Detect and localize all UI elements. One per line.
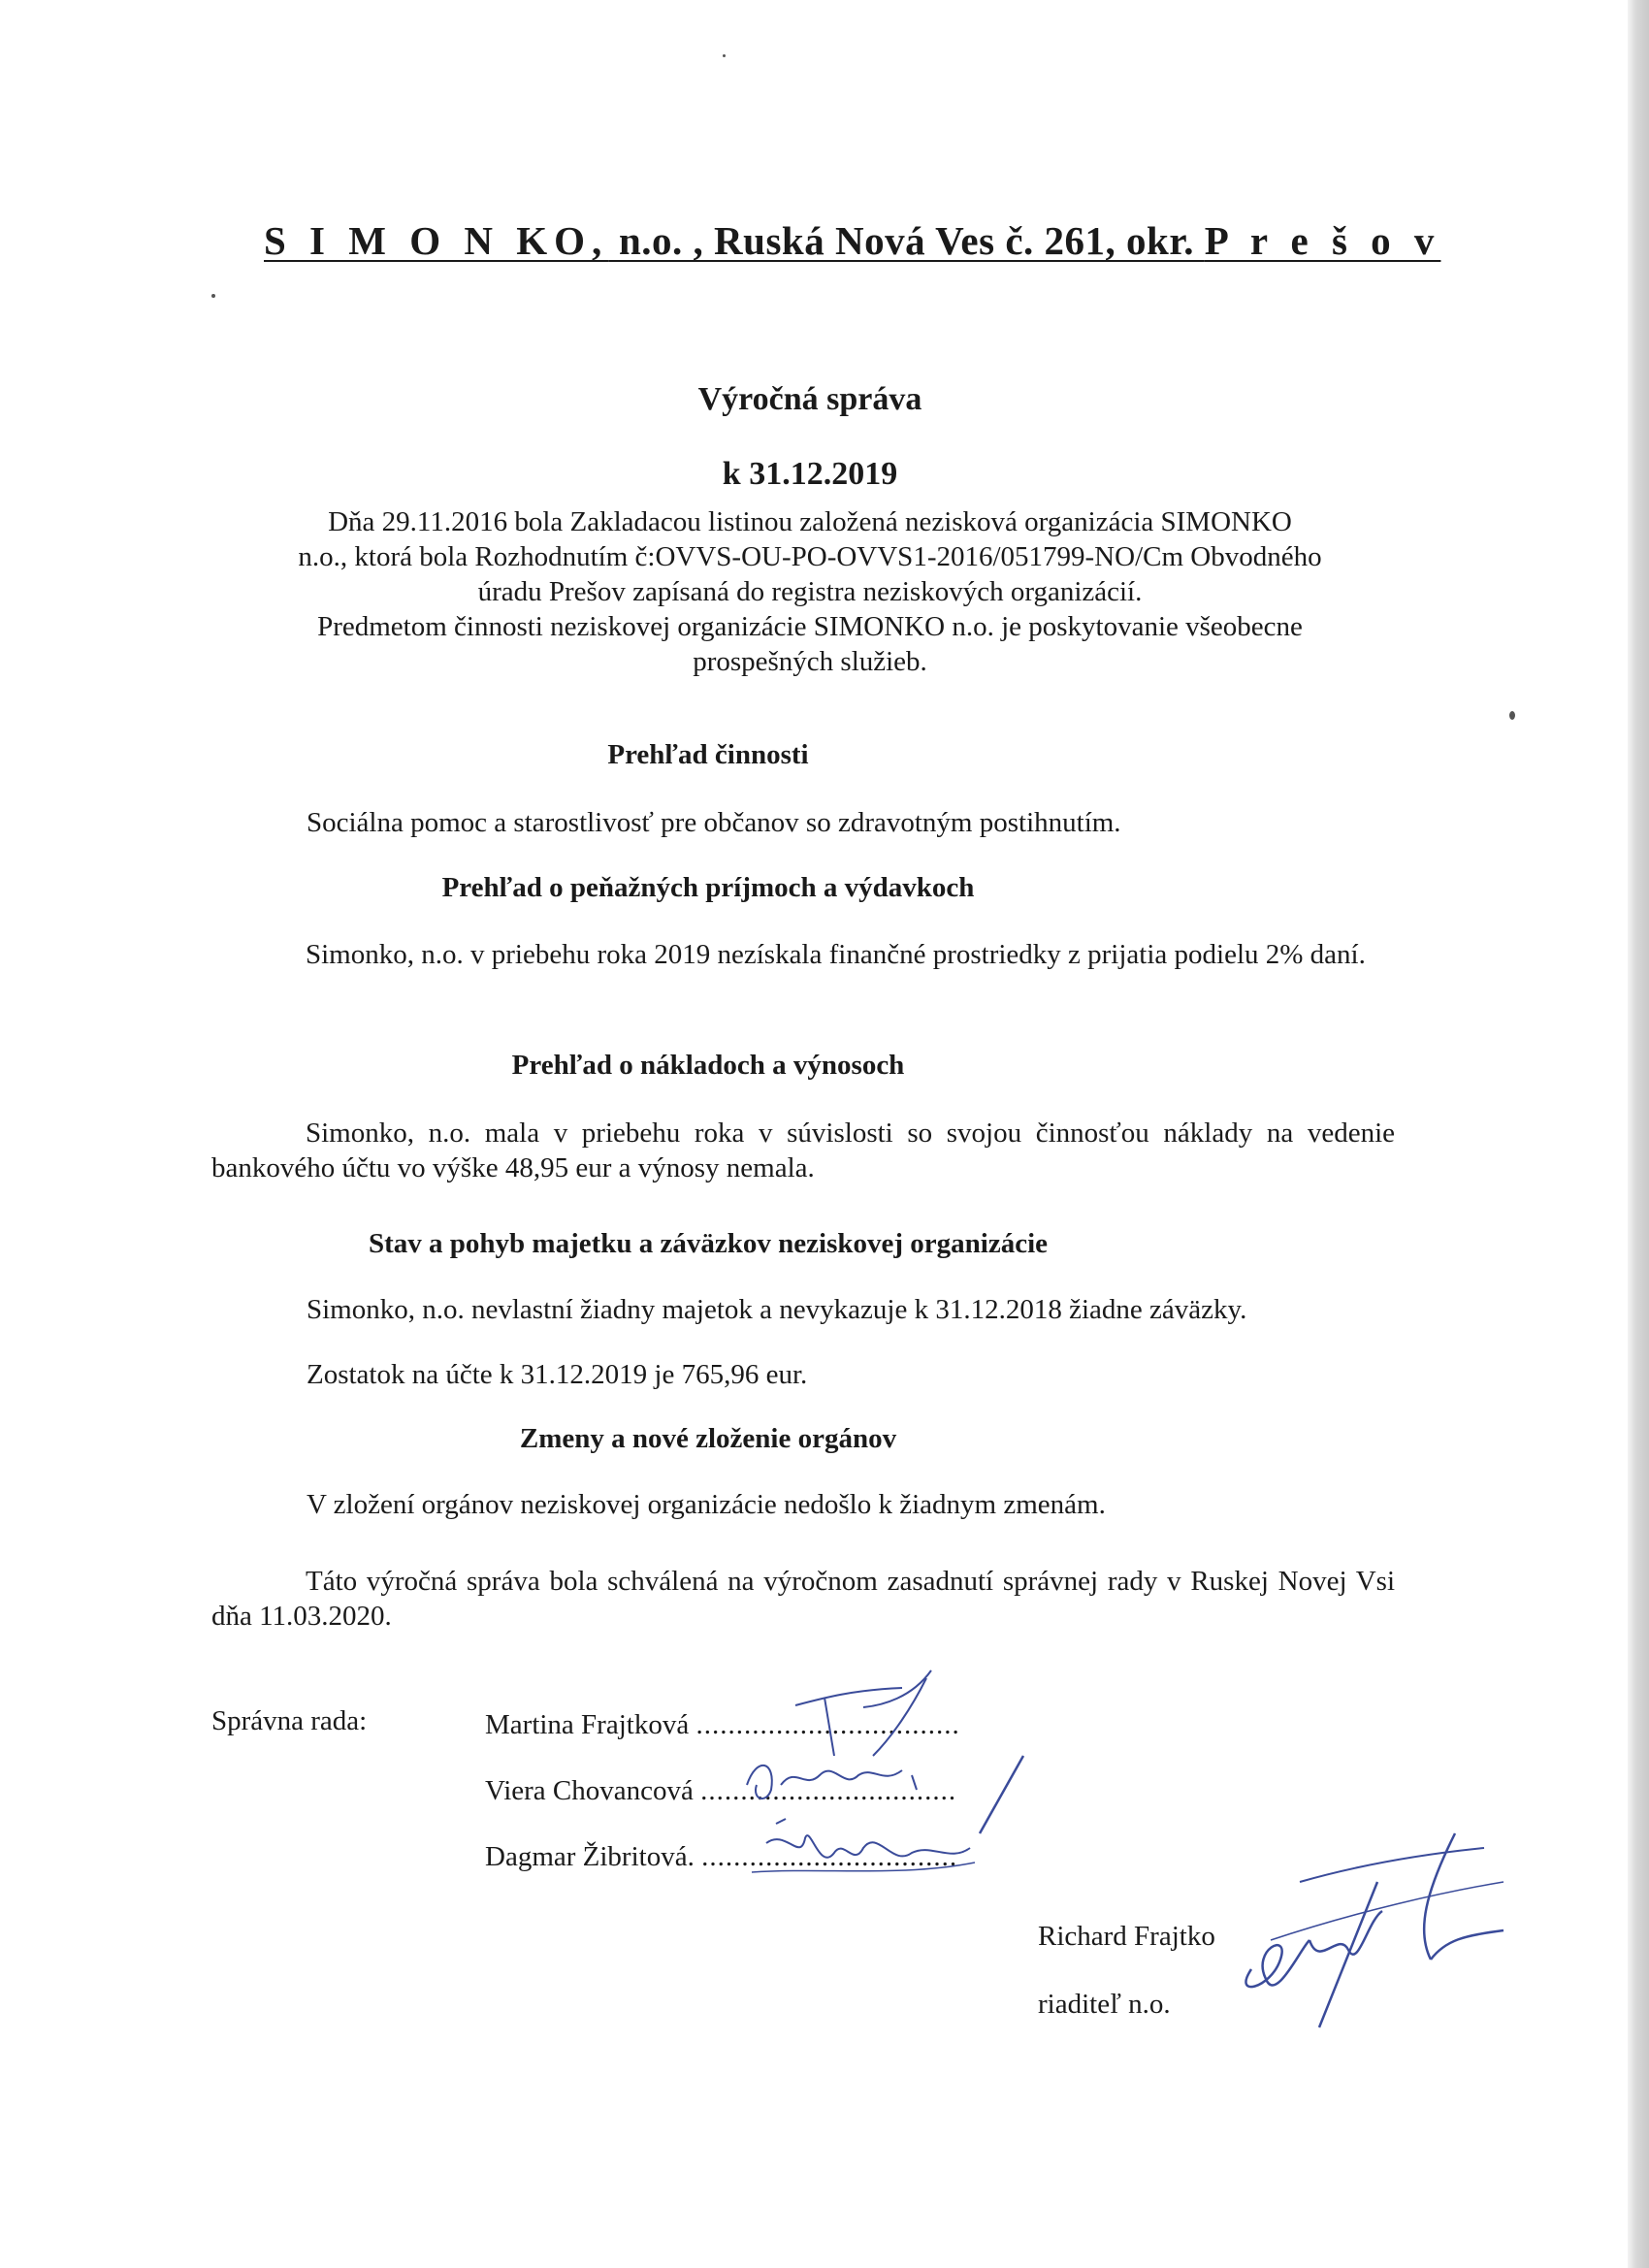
activities-text: Sociálna pomoc a starostlivosť pre občanov so zdravotným postihnutím. [307,807,1121,838]
bodies-text: V zložení orgánov neziskovej organizácie nedošlo k žiadnym zmenám. [307,1489,1106,1520]
scan-speck [1509,711,1515,720]
signature-line: ................................ [701,1841,958,1872]
section-heading-activities: Prehľad činnosti [607,739,809,770]
director-name: Richard Frajtko [1038,1921,1215,1952]
board-member-name: Dagmar Žibritová. [485,1841,695,1872]
signature-director [1212,1833,1504,2027]
board-member-name: Martina Frajtková [485,1709,690,1740]
org-address: n.o. , Ruská Nová Ves č. 261, okr. [608,218,1205,263]
intro-line: n.o., ktorá bola Rozhodnutím č:OVVS-OU-PO-OVVS1-2016/051799-NO/Cm Obvodného [298,541,1322,572]
director-role: riaditeľ n.o. [1038,1989,1171,2020]
balance-text: Zostatok na účte k 31.12.2019 je 765,96 eur. [307,1359,808,1390]
document-header [264,217,1441,264]
scan-speck [723,54,726,57]
intro-line: prospešných služieb. [693,646,927,677]
intro-line: Dňa 29.11.2016 bola Zakladacou listinou založená nezisková organizácia SIMONKO [328,506,1292,537]
board-label: Správna rada: [211,1705,368,1736]
org-name: S I M O N KO, [264,218,609,263]
signature-line: ................................. [695,1709,960,1740]
section-heading-assets: Stav a pohyb majetku a záväzkov neziskovej organizácie [369,1228,1048,1259]
signature-line: ................................ [700,1775,957,1806]
board-member-name: Viera Chovancová [485,1775,694,1806]
signature-zibritova [747,1814,980,1892]
assets-text: Simonko, n.o. nevlastní žiadny majetok a nevykazuje k 31.12.2018 žiadne záväzky. [307,1294,1247,1325]
approval-text: Táto výročná správa bola schválená na výročnom zasadnutí správnej rady v Ruskej Novej Vsi dňa 11.03.2020. [211,1566,1395,1632]
income-text: Simonko, n.o. v priebehu roka 2019 nezískala finančné prostriedky z prijatia podielu 2% daní. [306,939,1366,970]
intro-paragraph [0,504,1620,679]
scan-edge [1628,0,1649,2268]
intro-line: Predmetom činnosti neziskovej organizácie SIMONKO n.o. je poskytovanie všeobecne [317,611,1303,642]
intro-line: úradu Prešov zapísaná do registra neziskových organizácií. [477,576,1143,607]
report-date: k 31.12.2019 [722,456,898,492]
costs-text: Simonko, n.o. mala v priebehu roka v súvislosti so svojou činnosťou náklady na vedenie bankového účtu vo výške 48,95 eur a výnosy nemala. [211,1118,1395,1183]
org-district: P r e š o v [1204,218,1441,263]
signature-frajtkova [766,1669,960,1756]
report-title: Výročná správa [697,381,922,417]
scan-speck [211,294,215,298]
section-heading-income: Prehľad o peňažných príjmoch a výdavkoch [441,872,975,903]
section-heading-bodies: Zmeny a nové zloženie orgánov [519,1423,897,1454]
section-heading-costs: Prehľad o nákladoch a výnosoch [511,1050,905,1081]
